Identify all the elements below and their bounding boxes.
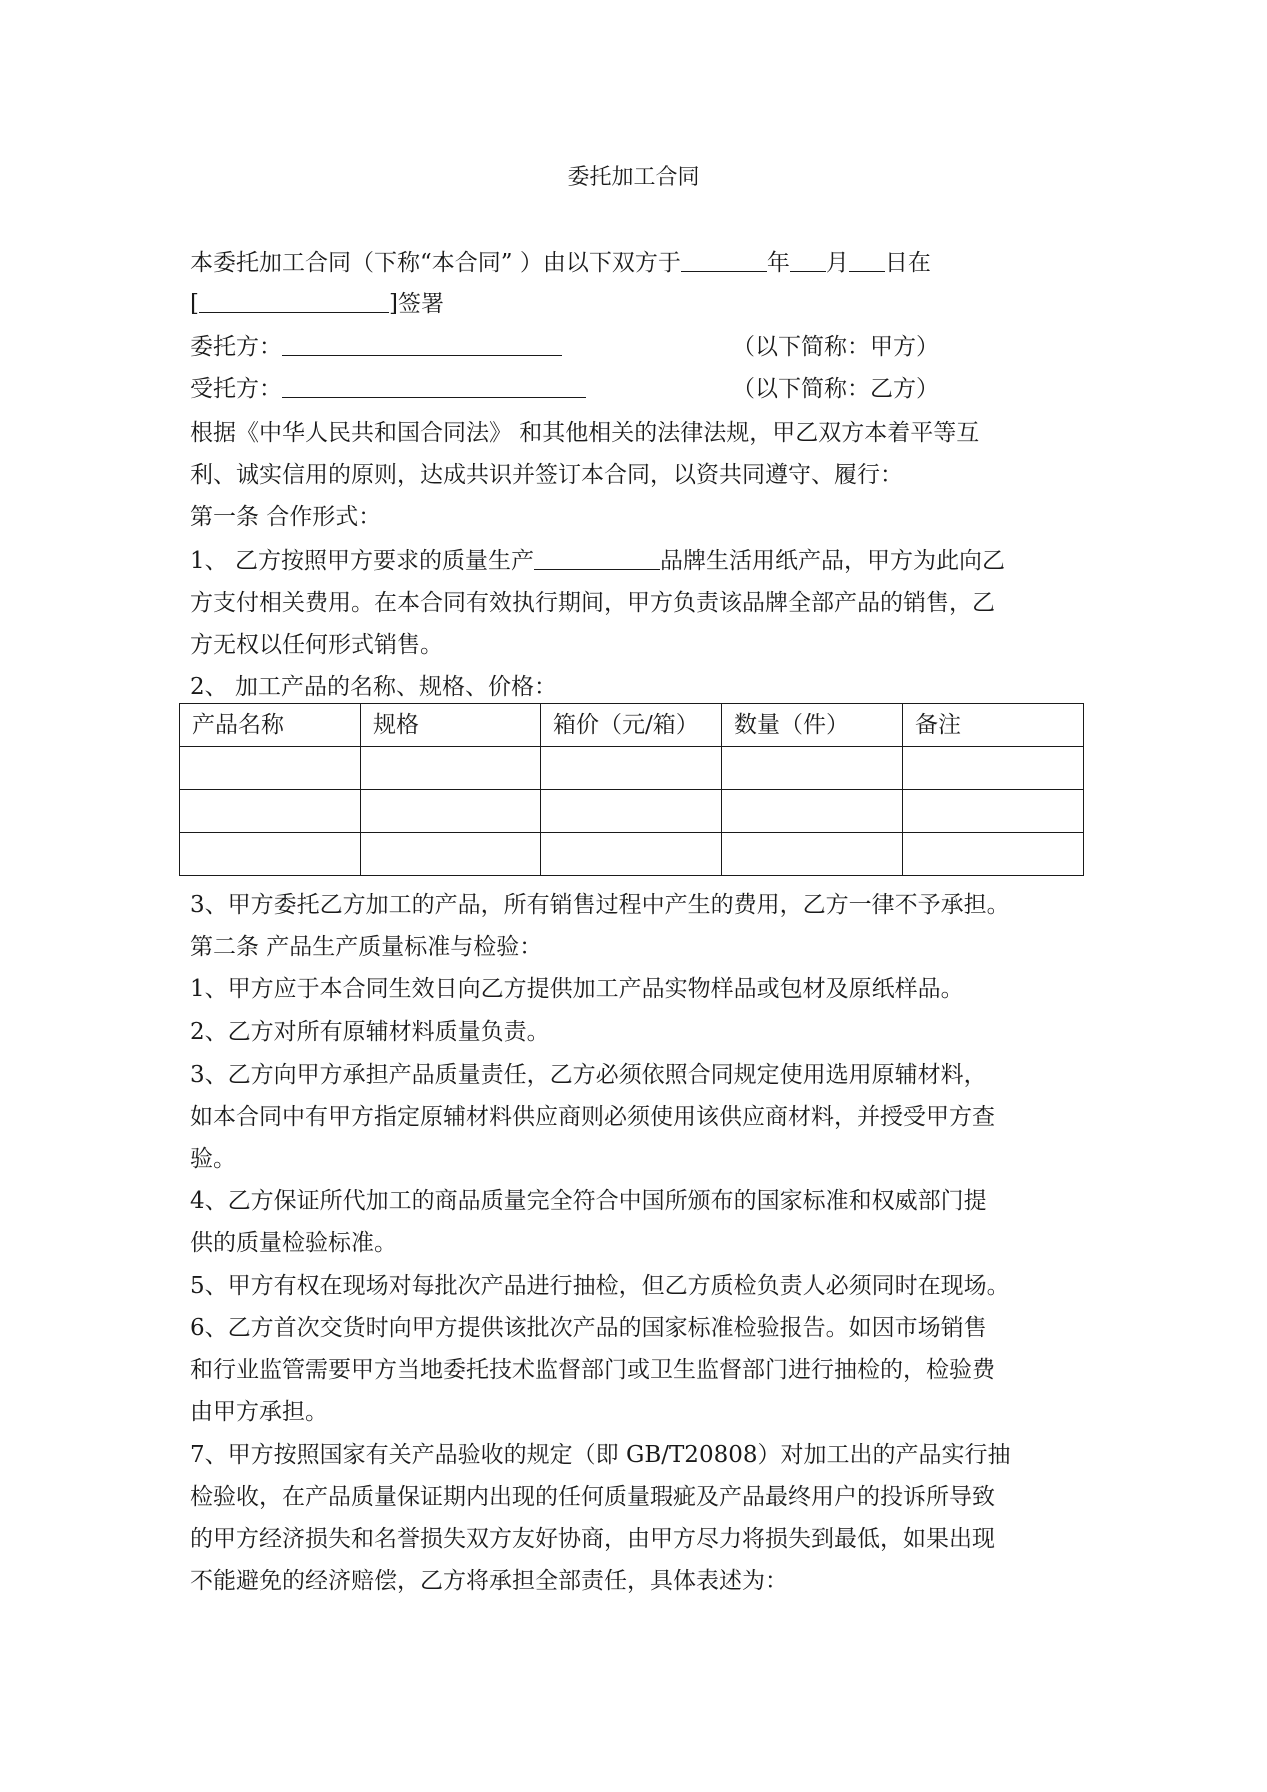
brand-blank	[534, 547, 660, 570]
table-row	[180, 833, 1084, 876]
table-cell	[903, 747, 1084, 790]
a2-item5: 5、甲方有权在现场对每批次产品进行抽检，但乙方质检负责人必须同时在现场。	[190, 1273, 1010, 1299]
intro-line-1	[190, 248, 931, 278]
table-cell	[903, 790, 1084, 833]
day-blank	[849, 249, 885, 272]
client-alias: （以下简称：甲方）	[732, 334, 939, 360]
table-cell	[180, 833, 361, 876]
table-cell	[722, 790, 903, 833]
header-remarks: 备注	[903, 704, 1084, 747]
a1-item1-suffix: 品牌生活用纸产品，甲方为此向乙	[659, 548, 1005, 574]
client-blank	[282, 333, 562, 356]
a2-item4-line2: 供的质量检验标准。	[190, 1230, 397, 1256]
contractor-alias: （以下简称：乙方）	[732, 376, 939, 402]
table-cell	[361, 790, 541, 833]
a1-item1-prefix: 1、 乙方按照甲方要求的质量生产	[190, 548, 534, 574]
product-table	[179, 703, 1084, 876]
table-header-row	[180, 704, 1084, 747]
table-row	[180, 790, 1084, 833]
table-cell	[361, 747, 541, 790]
a2-item7-line3: 的甲方经济损失和名誉损失双方友好协商，由甲方尽力将损失到最低，如果出现	[190, 1526, 995, 1552]
header-quantity: 数量（件）	[722, 704, 903, 747]
client-line	[190, 332, 562, 362]
document-title: 委托加工合同	[567, 165, 700, 190]
month-label: 月	[825, 250, 849, 276]
header-spec: 规格	[361, 704, 541, 747]
intro-line-2	[190, 289, 444, 319]
contractor-label: 受托方：	[190, 376, 282, 402]
table-cell	[361, 833, 541, 876]
a2-item6-line3: 由甲方承担。	[190, 1399, 328, 1425]
a2-item7-line2: 检验收，在产品质量保证期内出现的任何质量瑕疵及产品最终用户的投诉所导致	[190, 1484, 995, 1510]
header-product-name: 产品名称	[180, 704, 361, 747]
a2-item7-line1: 7、甲方按照国家有关产品验收的规定（即 GB/T20808）对加工出的产品实行抽	[190, 1442, 1011, 1468]
article-2-heading: 第二条 产品生产质量标准与检验：	[190, 934, 543, 960]
a2-item3-line3: 验。	[190, 1146, 236, 1172]
bracket-close-sign: ]签署	[388, 291, 444, 317]
a1-item1-line3: 方无权以任何形式销售。	[190, 632, 443, 658]
a1-item3: 3、甲方委托乙方加工的产品，所有销售过程中产生的费用，乙方一律不予承担。	[190, 892, 1010, 918]
basis-line-2: 利、诚实信用的原则，达成共识并签订本合同，以资共同遵守、履行：	[190, 462, 903, 488]
article-1-heading: 第一条 合作形式：	[190, 504, 382, 530]
header-box-price: 箱价（元/箱）	[541, 704, 722, 747]
bracket-open: [	[190, 291, 199, 317]
a2-item2: 2、乙方对所有原辅材料质量负责。	[190, 1019, 550, 1045]
place-blank	[199, 290, 389, 313]
month-blank	[790, 249, 826, 272]
basis-line-1: 根据《中华人民共和国合同法》 和其他相关的法律法规，甲乙双方本着平等互	[190, 420, 980, 446]
year-label: 年	[766, 250, 790, 276]
table-cell	[541, 833, 722, 876]
a1-item1-line2: 方支付相关费用。在本合同有效执行期间，甲方负责该品牌全部产品的销售，乙	[190, 590, 995, 616]
contractor-line	[190, 374, 586, 404]
year-blank	[681, 249, 767, 272]
a1-item2: 2、 加工产品的名称、规格、价格：	[190, 674, 557, 700]
a2-item7-line4: 不能避免的经济赔偿，乙方将承担全部责任，具体表述为：	[190, 1568, 788, 1594]
table-cell	[541, 747, 722, 790]
intro-text: 本委托加工合同（下称“本合同” ）由以下双方于	[190, 250, 681, 276]
a2-item6-line1: 6、乙方首次交货时向甲方提供该批次产品的国家标准检验报告。如因市场销售	[190, 1315, 987, 1341]
a1-item1-line1	[190, 546, 1005, 576]
table-cell	[180, 790, 361, 833]
a2-item3-line2: 如本合同中有甲方指定原辅材料供应商则必须使用该供应商材料，并授受甲方查	[190, 1104, 995, 1130]
contractor-blank	[282, 375, 586, 398]
table-cell	[541, 790, 722, 833]
client-label: 委托方：	[190, 334, 282, 360]
a2-item1: 1、甲方应于本合同生效日向乙方提供加工产品实物样品或包材及原纸样品。	[190, 976, 964, 1002]
a2-item3-line1: 3、乙方向甲方承担产品质量责任，乙方必须依照合同规定使用选用原辅材料，	[190, 1062, 987, 1088]
a2-item6-line2: 和行业监管需要甲方当地委托技术监督部门或卫生监督部门进行抽检的，检验费	[190, 1357, 995, 1383]
table-cell	[903, 833, 1084, 876]
a2-item4-line1: 4、乙方保证所代加工的商品质量完全符合中国所颁布的国家标准和权威部门提	[190, 1188, 987, 1214]
table-cell	[722, 747, 903, 790]
day-label: 日在	[884, 250, 931, 276]
table-cell	[722, 833, 903, 876]
table-row	[180, 747, 1084, 790]
table-cell	[180, 747, 361, 790]
